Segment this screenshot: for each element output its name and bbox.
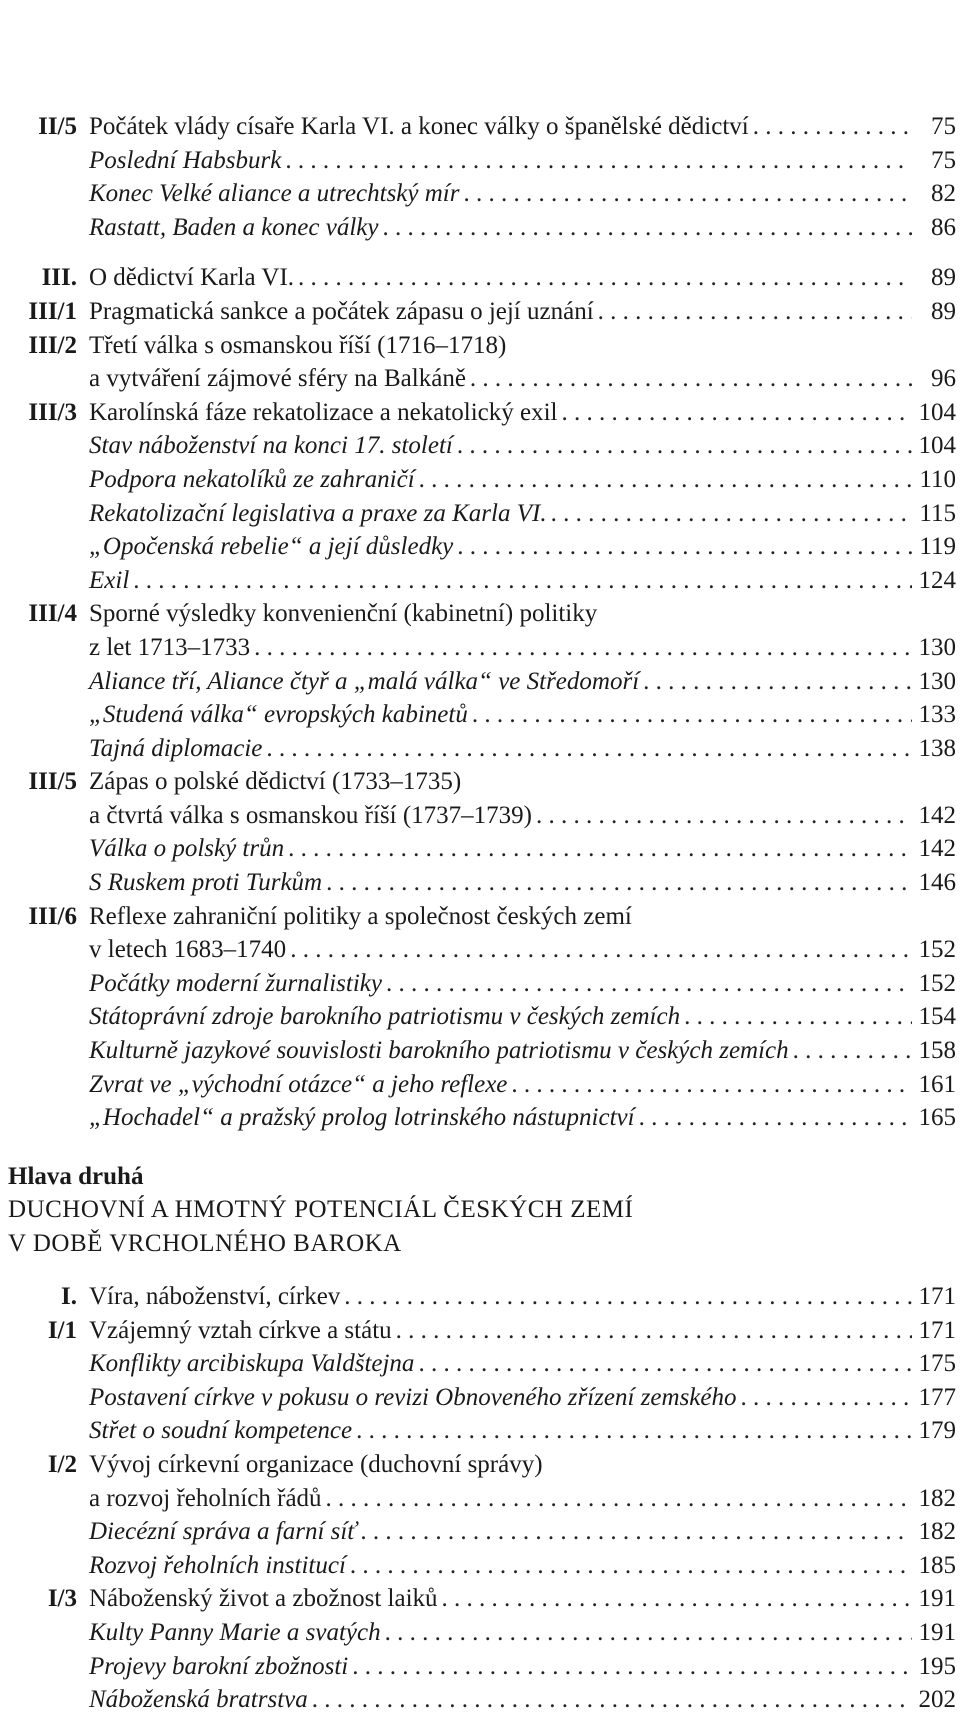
toc-entry: [10, 1280, 956, 1314]
dot-leader: [133, 564, 912, 598]
table-of-contents-part-2: [10, 1280, 956, 1717]
toc-entry: [10, 1582, 956, 1616]
dot-leader: [551, 497, 912, 531]
toc-page-number: 179: [918, 1417, 956, 1445]
toc-entry-title: Zápas o polské dědictví (1733–1735): [89, 768, 462, 796]
toc-entry-number: III/2: [28, 331, 77, 359]
toc-entry-title: z let 1713–1733: [89, 633, 251, 661]
toc-entry: [10, 1616, 956, 1650]
toc-page-number: 115: [919, 499, 956, 527]
toc-entry: [10, 1683, 956, 1717]
toc-page-number: 138: [918, 734, 956, 762]
toc-entry: [10, 177, 956, 211]
toc-entry: [10, 497, 956, 531]
toc-entry: [10, 211, 956, 245]
dot-leader: [598, 295, 912, 329]
toc-page-number: 86: [931, 213, 956, 241]
dot-leader: [753, 110, 912, 144]
toc-page-number: 142: [918, 801, 956, 829]
dot-leader: [344, 1280, 912, 1314]
toc-entry: [10, 832, 956, 866]
toc-page-number: 191: [918, 1618, 956, 1646]
toc-entry: [10, 110, 956, 144]
toc-subentry-title: Stav náboženství na konci 17. století: [89, 432, 453, 460]
toc-page-number: 152: [918, 969, 956, 997]
toc-entry-number: I/2: [47, 1450, 77, 1478]
toc-page-number: 177: [918, 1383, 956, 1411]
chapter-title-line-2: V DOBĚ VRCHOLNÉHO BAROKA: [8, 1230, 402, 1257]
toc-page-number: 142: [918, 835, 956, 863]
toc-entry-number: III/5: [28, 768, 77, 796]
toc-entry: [10, 1314, 956, 1348]
toc-entry-title: a vytváření zájmové sféry na Balkáně: [89, 365, 466, 393]
toc-entry-title: Náboženský život a zbožnost laiků: [89, 1585, 438, 1613]
toc-entry-title: Víra, náboženství, církev: [89, 1283, 341, 1310]
toc-entry: [10, 1414, 956, 1448]
dot-leader: [419, 463, 912, 497]
toc-entry-title: Vývoj církevní organizace (duchovní správy): [89, 1450, 543, 1478]
dot-leader: [639, 1101, 912, 1135]
toc-entry-number: I/3: [47, 1585, 77, 1613]
toc-entry: [10, 1448, 956, 1482]
toc-entry-title: v letech 1683–1740: [89, 936, 287, 964]
toc-page-number: 165: [918, 1104, 956, 1132]
dot-leader: [385, 1616, 912, 1650]
dot-leader: [396, 1314, 912, 1348]
toc-page-number: 96: [931, 365, 956, 393]
toc-entry: [10, 665, 956, 699]
toc-entry: [10, 1101, 956, 1135]
dot-leader: [418, 1347, 912, 1381]
toc-page-number: 195: [918, 1652, 956, 1680]
toc-subentry-title: Státoprávní zdroje barokního patriotismu v českých zemích: [89, 1003, 681, 1031]
toc-entry: [10, 261, 956, 295]
toc-subentry-title: Zvrat ve „východní otázce“ a jeho reflexe: [89, 1070, 508, 1098]
dot-leader: [472, 698, 912, 732]
toc-subentry-title: Konec Velké aliance a utrechtský mír: [89, 180, 460, 208]
dot-leader: [386, 967, 912, 1001]
toc-entry: [10, 329, 956, 363]
toc-page-number: 161: [918, 1070, 956, 1098]
toc-entry: [10, 564, 956, 598]
dot-leader: [470, 362, 912, 396]
toc-entry: [10, 1381, 956, 1415]
dot-leader: [326, 1482, 912, 1516]
toc-entry: [10, 597, 956, 631]
dot-leader: [457, 530, 912, 564]
toc-entry: [10, 463, 956, 497]
table-of-contents-part-1: [10, 110, 956, 1135]
dot-leader: [382, 211, 912, 245]
dot-leader: [360, 1515, 912, 1549]
toc-page-number: 146: [918, 869, 956, 897]
toc-subentry-title: „Hochadel“ a pražský prolog lotrinského nástupnictví: [89, 1104, 635, 1132]
dot-leader: [511, 1068, 912, 1102]
dot-leader: [266, 732, 912, 766]
toc-page-number: 75: [931, 113, 956, 140]
toc-subentry-title: „Opočenská rebelie“ a její důsledky: [89, 533, 454, 561]
toc-page-number: 89: [931, 264, 956, 292]
toc-page-number: 191: [918, 1585, 956, 1613]
dot-leader: [562, 396, 912, 430]
toc-entry-number: III.: [41, 264, 77, 292]
toc-page-number: 152: [918, 936, 956, 964]
toc-entry: [10, 295, 956, 329]
toc-page-number: 124: [918, 566, 956, 594]
toc-subentry-title: Střet o soudní kompetence: [89, 1417, 353, 1445]
toc-page-number: 82: [931, 180, 956, 208]
dot-leader: [463, 177, 912, 211]
toc-page-number: 185: [918, 1551, 956, 1579]
dot-leader: [442, 1582, 912, 1616]
toc-subentry-title: Poslední Habsburk: [89, 146, 282, 174]
toc-page-number: 171: [918, 1316, 956, 1344]
toc-subentry-title: Náboženská bratrstva: [89, 1686, 308, 1714]
toc-entry-number: I/1: [47, 1316, 77, 1344]
dot-leader: [290, 933, 912, 967]
toc-subentry-title: Rastatt, Baden a konec války: [89, 213, 379, 241]
toc-page-number: 154: [918, 1003, 956, 1031]
toc-entry: [10, 933, 956, 967]
toc-page-number: 104: [918, 398, 956, 426]
toc-page-number: 89: [931, 297, 956, 325]
dot-leader: [254, 631, 912, 665]
toc-entry: [10, 144, 956, 178]
toc-subentry-title: S Ruskem proti Turkům: [89, 869, 323, 897]
chapter-label: Hlava druhá: [8, 1163, 144, 1190]
toc-subentry-title: Válka o polský trůn: [89, 835, 285, 863]
dot-leader: [285, 144, 912, 178]
toc-entry: [10, 1347, 956, 1381]
toc-entry: [10, 967, 956, 1001]
toc-entry: [10, 429, 956, 463]
toc-entry-title: Vzájemný vztah církve a státu: [89, 1316, 392, 1344]
toc-page-number: 119: [919, 533, 956, 561]
toc-entry: [10, 1000, 956, 1034]
toc-entry-title: Pragmatická sankce a počátek zápasu o její uznání: [89, 297, 594, 325]
toc-page-number: 182: [918, 1484, 956, 1512]
toc-entry-number: III/3: [28, 398, 77, 426]
toc-entry: [10, 900, 956, 934]
toc-subentry-title: Konflikty arcibiskupa Valdštejna: [89, 1350, 415, 1378]
toc-entry-number: III/1: [28, 297, 77, 325]
chapter-heading: [8, 1161, 633, 1261]
toc-entry: [10, 799, 956, 833]
toc-entry: [10, 1650, 956, 1684]
toc-entry: [10, 1549, 956, 1583]
dot-leader: [352, 1650, 912, 1684]
dot-leader: [326, 866, 912, 900]
toc-entry: [10, 530, 956, 564]
toc-subentry-title: Rozvoj řeholních institucí: [89, 1551, 346, 1579]
toc-page-number: 75: [931, 146, 956, 174]
toc-page-number: 182: [918, 1518, 956, 1546]
toc-entry: [10, 1515, 956, 1549]
dot-leader: [350, 1549, 912, 1583]
toc-entry-number: III/6: [28, 902, 77, 930]
toc-page-number: 110: [919, 465, 956, 493]
toc-entry: [10, 866, 956, 900]
dot-leader: [536, 799, 912, 833]
toc-entry: [10, 732, 956, 766]
toc-page-number: 133: [918, 701, 956, 729]
toc-page-number: 202: [918, 1686, 956, 1714]
toc-subentry-title: Počátky moderní žurnalistiky: [89, 969, 382, 997]
dot-leader: [741, 1381, 913, 1415]
toc-page-number: 104: [918, 432, 956, 460]
toc-entry-number: II/5: [38, 113, 77, 140]
toc-page-number: 158: [918, 1037, 956, 1065]
toc-entry: [10, 1034, 956, 1068]
toc-entry: [10, 396, 956, 430]
toc-subentry-title: Postavení církve v pokusu o revizi Obnoveného zřízení zemského: [89, 1383, 737, 1411]
toc-entry: [10, 698, 956, 732]
toc-subentry-title: Diecézní správa a farní síť: [89, 1518, 357, 1546]
toc-entry-number: I.: [61, 1283, 77, 1310]
toc-entry-title: Sporné výsledky konvenienční (kabinetní) politiky: [89, 600, 598, 628]
dot-leader: [793, 1034, 912, 1068]
toc-page-number: 130: [918, 667, 956, 695]
chapter-title-line-1: DUCHOVNÍ A HMOTNÝ POTENCIÁL ČESKÝCH ZEMÍ: [8, 1196, 634, 1223]
dot-leader: [288, 832, 912, 866]
dot-leader: [312, 1683, 912, 1717]
toc-entry-title: Karolínská fáze rekatolizace a nekatolický exil: [89, 398, 558, 426]
dot-leader: [643, 665, 912, 699]
dot-leader: [298, 261, 912, 295]
toc-entry: [10, 1068, 956, 1102]
toc-entry-title: a čtvrtá válka s osmanskou říší (1737–1739): [89, 801, 532, 829]
toc-page-number: 130: [918, 633, 956, 661]
toc-subentry-title: Kulty Panny Marie a svatých: [89, 1618, 381, 1646]
toc-page-number: 171: [918, 1283, 956, 1310]
toc-subentry-title: Tajná diplomacie: [89, 734, 263, 762]
toc-entry: [10, 765, 956, 799]
toc-entry: [10, 362, 956, 396]
toc-page-number: 175: [918, 1350, 956, 1378]
toc-entry-title: O dědictví Karla VI.: [89, 264, 295, 292]
toc-entry: [10, 1482, 956, 1516]
toc-subentry-title: Kulturně jazykové souvislosti barokního patriotismu v českých zemích: [89, 1037, 789, 1065]
toc-subentry-title: Aliance tří, Aliance čtyř a „malá válka“ ve Středomoří: [89, 667, 640, 695]
dot-leader: [684, 1000, 912, 1034]
toc-subentry-title: Podpora nekatolíků ze zahraničí: [89, 465, 415, 493]
toc-entry-title: Třetí válka s osmanskou říší (1716–1718): [89, 331, 507, 359]
toc-entry: [10, 631, 956, 665]
dot-leader: [457, 429, 912, 463]
toc-subentry-title: Rekatolizační legislativa a praxe za Karla VI.: [89, 499, 547, 527]
toc-subentry-title: Projevy barokní zbožnosti: [89, 1652, 349, 1680]
toc-entry-title: Reflexe zahraniční politiky a společnost českých zemí: [89, 902, 632, 930]
toc-subentry-title: Exil: [89, 566, 130, 594]
toc-entry-title: a rozvoj řeholních řádů: [89, 1484, 322, 1512]
toc-entry-number: III/4: [28, 600, 77, 628]
toc-subentry-title: „Studená válka“ evropských kabinetů: [89, 701, 468, 729]
dot-leader: [356, 1414, 912, 1448]
toc-entry-title: Počátek vlády císaře Karla VI. a konec války o španělské dědictví: [89, 113, 749, 140]
